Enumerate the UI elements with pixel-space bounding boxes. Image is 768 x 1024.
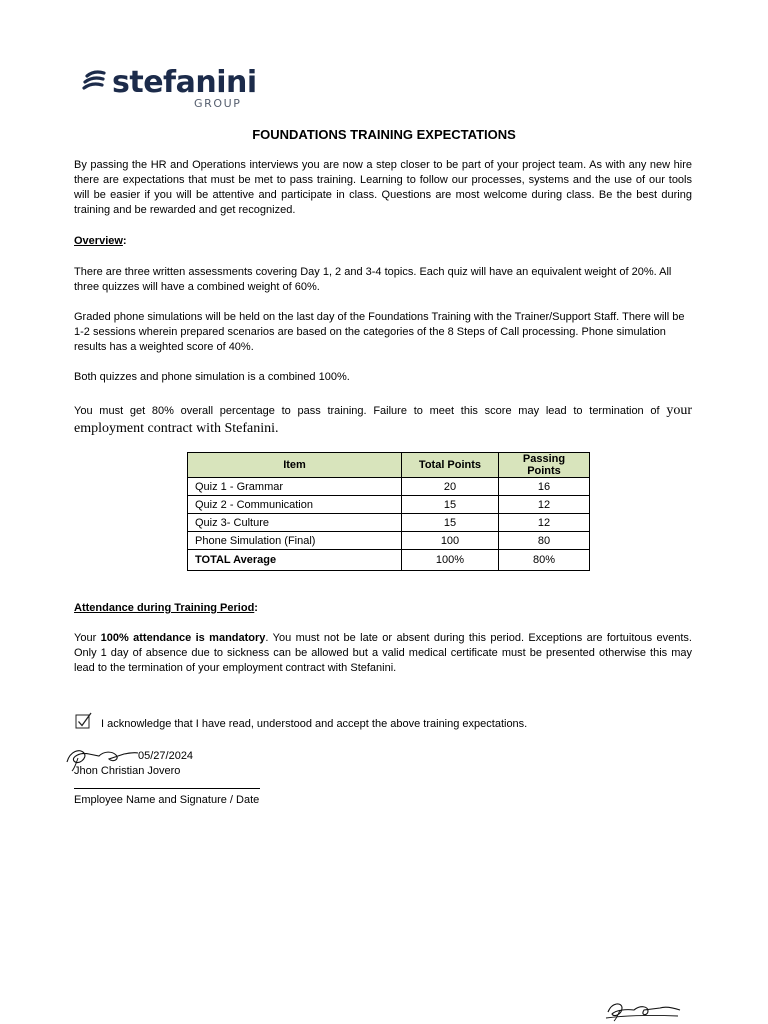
cell-passing-points: 80 bbox=[499, 532, 590, 550]
checkmark-icon bbox=[75, 712, 93, 730]
total-cell-passing-points: 80% bbox=[499, 550, 590, 571]
cell-total-points: 20 bbox=[402, 478, 499, 496]
table-row bbox=[188, 514, 590, 532]
cell-item: Quiz 3- Culture bbox=[188, 514, 402, 532]
footer-signature bbox=[604, 996, 684, 1022]
overview-heading-line bbox=[74, 234, 692, 249]
scores-table bbox=[187, 452, 590, 571]
total-cell-item: TOTAL Average bbox=[188, 550, 402, 571]
intro-paragraph: By passing the HR and Operations interviews you are now a step closer to be part of your project team. As with any new hire there are expectations that must be met to pass training. Learning to follow our processes, systems and the use of our tools will be easier if you will be attentive and participate in class. Questions are most welcome during class. Be the best during training and be rewarded and get recognized. bbox=[74, 159, 692, 216]
attendance-mandatory-text: 100% attendance is mandatory bbox=[100, 632, 266, 644]
cell-item: Phone Simulation (Final) bbox=[188, 532, 402, 550]
cell-total-points: 100 bbox=[402, 532, 499, 550]
overview-heading: Overview bbox=[74, 235, 123, 247]
cell-item: Quiz 2 - Communication bbox=[188, 496, 402, 514]
column-header-passing-points: Passing Points bbox=[499, 453, 590, 478]
cell-total-points: 15 bbox=[402, 496, 499, 514]
attendance-text-before: Your bbox=[74, 632, 101, 644]
attendance-text-after: . You must not be late or absent during this period. Exceptions are fortuitous events. Only 1 day of absence due to sickness can be allowed but a valid medical certificate must be presented otherwise this may lead to the termination of your employment contract with Stefanini. bbox=[74, 632, 692, 674]
overview-paragraph-quizzes: There are three written assessments covering Day 1, 2 and 3-4 topics. Each quiz will have an equivalent weight of 20%. All three quizzes will have a combined weight of 60%. bbox=[74, 266, 672, 293]
acknowledge-checkbox[interactable] bbox=[75, 712, 93, 730]
column-header-item: Item bbox=[188, 453, 402, 478]
overview-heading-colon: : bbox=[122, 235, 127, 247]
attendance-paragraph bbox=[74, 631, 692, 676]
overview-paragraph-combined: Both quizzes and phone simulation is a combined 100%. bbox=[74, 371, 350, 383]
table-header-row bbox=[188, 453, 590, 478]
attendance-heading-line bbox=[74, 601, 692, 616]
signature-date: 05/27/2024 bbox=[138, 750, 194, 762]
attendance-heading: Attendance during Training Period bbox=[74, 602, 255, 614]
logo-subtitle: GROUP bbox=[194, 97, 242, 110]
passing-text-start: You must get 80% overall percentage to pass training. Failure to meet this score may lead to termination of bbox=[74, 405, 667, 417]
overview-paragraph-passing bbox=[74, 402, 692, 438]
total-cell-total-points: 100% bbox=[402, 550, 499, 571]
table-row bbox=[188, 532, 590, 550]
attendance-heading-colon: : bbox=[254, 602, 258, 614]
logo-wordmark: stefanini bbox=[112, 65, 257, 100]
column-header-total-points: Total Points bbox=[402, 453, 499, 478]
cell-passing-points: 16 bbox=[499, 478, 590, 496]
cell-total-points: 15 bbox=[402, 514, 499, 532]
logo-swoosh-icon bbox=[82, 70, 108, 94]
cell-passing-points: 12 bbox=[499, 514, 590, 532]
passing-text-end: your employment contract with Stefanini. bbox=[74, 403, 692, 436]
table-row bbox=[188, 478, 590, 496]
cell-passing-points: 12 bbox=[499, 496, 590, 514]
employee-name: Jhon Christian Jovero bbox=[74, 765, 181, 777]
signature-caption: Employee Name and Signature / Date bbox=[74, 794, 260, 806]
table-row bbox=[188, 496, 590, 514]
cell-item: Quiz 1 - Grammar bbox=[188, 478, 402, 496]
signature-line bbox=[74, 788, 260, 789]
overview-paragraph-phone-simulation: Graded phone simulations will be held on the last day of the Foundations Training with the Trainer/Support Staff. There will be 1-2 sessions wherein prepared scenarios are based on the categories of the 8 Steps of Call processing. Phone simulation results has a weighted score of 40%. bbox=[74, 311, 685, 353]
document-title: FOUNDATIONS TRAINING EXPECTATIONS bbox=[252, 127, 516, 142]
table-total-row bbox=[188, 550, 590, 571]
stefanini-logo bbox=[82, 65, 257, 110]
acknowledge-text: I acknowledge that I have read, understood and accept the above training expectations. bbox=[101, 718, 528, 730]
